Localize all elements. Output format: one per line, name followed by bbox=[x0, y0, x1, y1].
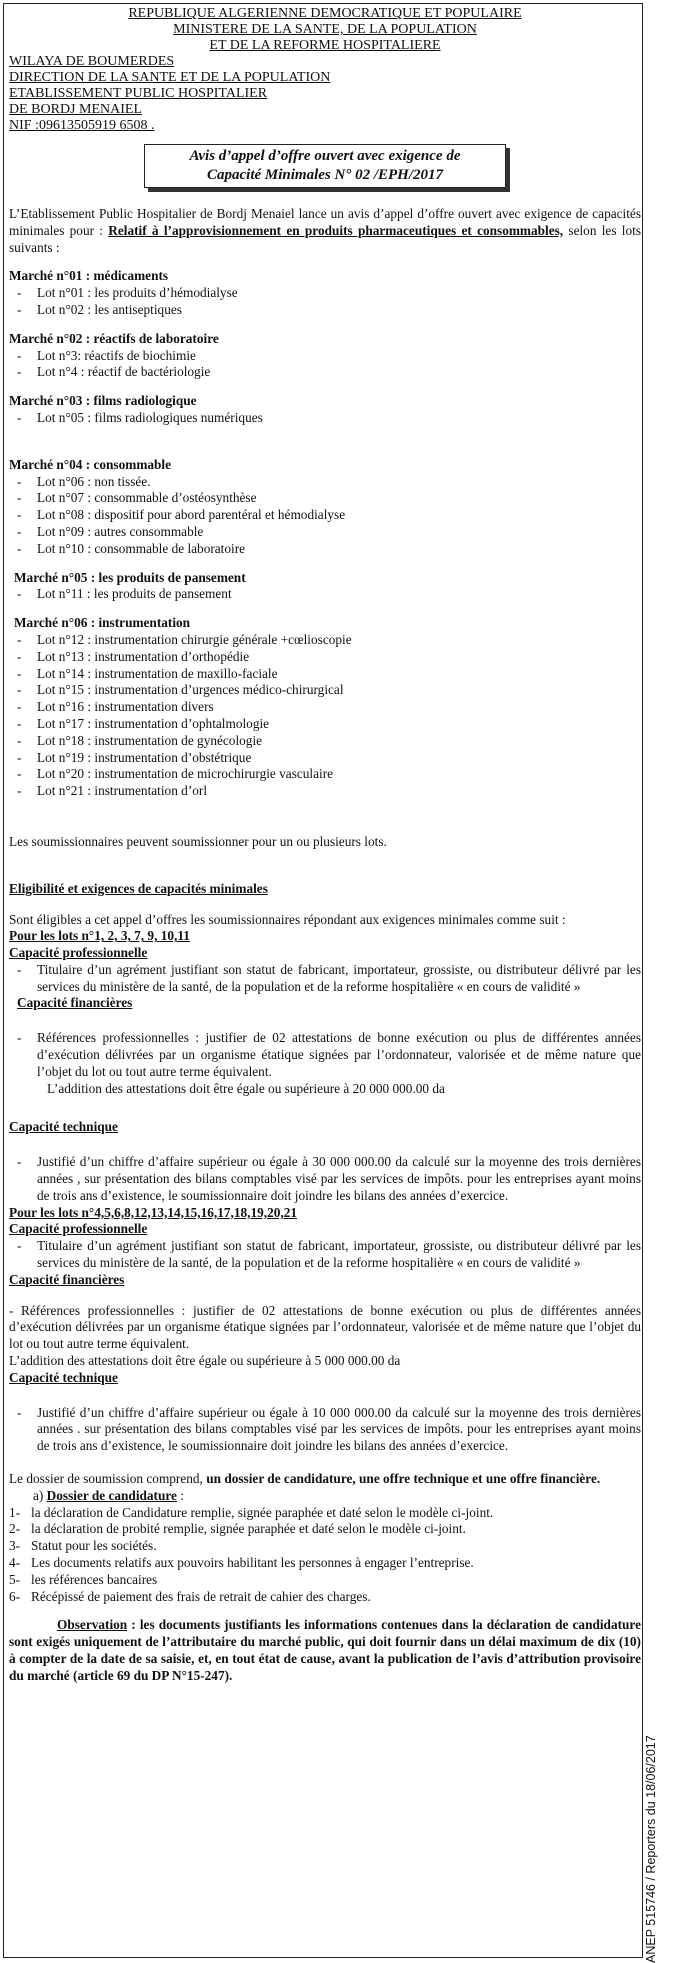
group1-fin-heading: Capacité financières bbox=[17, 995, 133, 1011]
dossier-item-number: 3- bbox=[9, 1538, 21, 1554]
group1-tech-heading: Capacité technique bbox=[9, 1119, 118, 1135]
dossier-subheading bbox=[9, 1488, 641, 1505]
market-title: Marché n°02 : réactifs de laboratoire bbox=[9, 330, 219, 346]
group1-prof-heading: Capacité professionnelle bbox=[9, 945, 148, 961]
group2-tech-heading: Capacité technique bbox=[9, 1369, 118, 1385]
dossier-item-number: 6- bbox=[9, 1588, 21, 1604]
group2-heading: Pour les lots n°4,5,6,8,12,13,14,15,16,17,18,19,20,21 bbox=[9, 1204, 298, 1220]
lot-item: - Lot n°10 : consommable de laboratoire bbox=[9, 541, 641, 558]
ministry-heading-line2: ET DE LA REFORME HOSPITALIERE bbox=[209, 38, 441, 53]
dossier-item-number: 4- bbox=[9, 1555, 21, 1570]
wilaya-line: WILAYA DE BOUMERDES bbox=[9, 54, 175, 69]
market-title: Marché n°01 : médicaments bbox=[9, 268, 169, 284]
lot-item: - Lot n°3: réactifs de biochimie bbox=[9, 348, 641, 365]
dossier-item bbox=[9, 1521, 641, 1538]
dossier-item-text: les références bancaires bbox=[31, 1571, 158, 1587]
direction-line: DIRECTION DE LA SANTE ET DE LA POPULATION bbox=[9, 70, 331, 85]
group1-fin-sum: L’addition des attestations doit être égale ou supérieure à 20 000 000.00 da bbox=[47, 1080, 445, 1096]
lot-item: - Lot n°18 : instrumentation de gynécologie bbox=[9, 733, 641, 750]
publication-side-note: ANEP 515746 / Reporters du 18/06/2017 bbox=[644, 1735, 658, 1963]
republic-heading: REPUBLIQUE ALGERIENNE DEMOCRATIQUE ET POPULAIRE bbox=[128, 6, 522, 21]
dossier-item bbox=[9, 1505, 641, 1522]
dossier-item-text: la déclaration de probité remplie, signée paraphée et daté selon le modèle ci-joint. bbox=[31, 1521, 466, 1537]
market-title: Marché n°06 : instrumentation bbox=[14, 615, 191, 631]
observation-paragraph bbox=[9, 1617, 641, 1684]
dossier-item-number: 2- bbox=[9, 1521, 21, 1537]
lot-item: - Lot n°09 : autres consommable bbox=[9, 524, 641, 541]
dossier-item-text: Statut pour les sociétés. bbox=[31, 1538, 157, 1554]
market-title: Marché n°03 : films radiologique bbox=[9, 393, 197, 409]
dossier-item bbox=[9, 1538, 641, 1555]
dossier-item-text: la déclaration de Candidature remplie, signée paraphée et daté selon le modèle ci-joint. bbox=[31, 1504, 494, 1520]
dossier-item-number: 5- bbox=[9, 1571, 21, 1587]
intro-subject: Relatif à l’approvisionnement en produits pharmaceutiques et consommables, bbox=[108, 222, 564, 238]
lot-item: - Lot n°19 : instrumentation d’obstétrique bbox=[9, 750, 641, 767]
market-title: Marché n°05 : les produits de pansement bbox=[14, 569, 246, 585]
intro-end: selon les lots suivants : bbox=[9, 222, 641, 255]
lot-item: - Lot n°05 : films radiologiques numériques bbox=[9, 410, 641, 427]
notice-document bbox=[9, 6, 641, 1685]
group2-fin-heading: Capacité financières bbox=[9, 1271, 125, 1287]
notice-title-box bbox=[144, 144, 506, 188]
group2-tech-text: - Justifié d’un chiffre d’affaire supérieur ou égale à 10 000 000.00 da calculé sur la moyenne des trois dernières années . sur présentation des bilans comptables visé par les services de impôts. pour les entreprises ayant moins de trois ans d’existence, le soumissionnaire doit joindre les bilans des années d’exercice. bbox=[9, 1405, 641, 1455]
lot-item: - Lot n°07 : consommable d’ostéosynthèse bbox=[9, 490, 641, 507]
lot-item: - Lot n°20 : instrumentation de microchirurgie vasculaire bbox=[9, 766, 641, 783]
lot-item: - Lot n°17 : instrumentation d’ophtalmologie bbox=[9, 716, 641, 733]
lot-item: - Lot n°08 : dispositif pour abord parentéral et hémodialyse bbox=[9, 507, 641, 524]
dossier-intro-text: Le dossier de soumission comprend, bbox=[9, 1471, 207, 1487]
dossier-sub-heading-text: Dossier de candidature bbox=[46, 1487, 177, 1503]
dossier-item-number: 1- bbox=[9, 1504, 21, 1520]
group2-prof-text: - Titulaire d’un agrément justifiant son statut de fabricant, importateur, grossiste, ou distributeur délivré par les services du ministère de la santé, de la population et de la reforme hospitalière « en cours de validité » bbox=[9, 1238, 641, 1272]
dossier-intro bbox=[9, 1471, 641, 1488]
lot-item: - Lot n°06 : non tissée. bbox=[9, 474, 641, 491]
lot-item: - Lot n°16 : instrumentation divers bbox=[9, 699, 641, 716]
dossier-item bbox=[9, 1572, 641, 1589]
group1-tech-text: - Justifié d’un chiffre d’affaire supérieur ou égale à 30 000 000.00 da calculé sur la moyenne des trois dernières années , sur présentation des bilans comptables visé par les services de impôts. pour les entreprises ayant moins de trois ans d’existence, le soumissionnaire doit joindre les bilans des années d’exercice. bbox=[9, 1154, 641, 1204]
establishment-line: ETABLISSEMENT PUBLIC HOSPITALIER bbox=[9, 86, 268, 101]
lot-item: - Lot n°14 : instrumentation de maxillo-faciale bbox=[9, 666, 641, 683]
dossier-item-text: Récépissé de paiement des frais de retrait de cahier des charges. bbox=[31, 1588, 371, 1604]
lot-item: - Lot n°13 : instrumentation d’orthopédie bbox=[9, 649, 641, 666]
observation-label: Observation bbox=[57, 1617, 128, 1633]
lot-item: - Lot n°12 : instrumentation chirurgie générale +cœlioscopie bbox=[9, 632, 641, 649]
notice-title-line1: Avis d’appel d’offre ouvert avec exigence de bbox=[189, 148, 461, 164]
intro-text: L’Etablissement Public Hospitalier de Bordj Menaiel lance un avis d’appel d’offre ouvert avec exigence de capacités minimales pour : bbox=[9, 206, 641, 238]
group2-fin-text: - Références professionnelles : justifier de 02 attestations de bonne exécution ou plus de différentes années d’exécution délivrées par un organisme étatique signées par l’ordonnateur, valorisée et de même nature que l’objet du lot ou tout autre terme équivalent. bbox=[9, 1302, 641, 1352]
dossier-intro-bold: un dossier de candidature, une offre technique et une offre financière. bbox=[206, 1471, 601, 1487]
intro-paragraph bbox=[9, 206, 641, 256]
ministry-heading-line1: MINISTERE DE LA SANTE, DE LA POPULATION bbox=[173, 22, 477, 37]
dossier-sub-colon: : bbox=[176, 1487, 184, 1503]
group2-prof-heading: Capacité professionnelle bbox=[9, 1221, 148, 1237]
lot-item: - Lot n°11 : les produits de pansement bbox=[9, 586, 641, 603]
dossier-items-list bbox=[9, 1505, 641, 1606]
lot-item: - Lot n°4 : réactif de bactériologie bbox=[9, 364, 641, 381]
dossier-item-text: Les documents relatifs aux pouvoirs habilitant les personnes à engager l’entreprise. bbox=[31, 1555, 474, 1570]
dossier-item bbox=[9, 1555, 641, 1572]
eligibility-heading: Eligibilité et exigences de capacités minimales bbox=[9, 880, 268, 896]
bidders-note: Les soumissionnaires peuvent soumissionner pour un ou plusieurs lots. bbox=[9, 833, 387, 849]
market-title: Marché n°04 : consommable bbox=[9, 456, 172, 472]
nif-line: NIF :09613505919 6508 . bbox=[9, 118, 155, 133]
lot-item: - Lot n°21 : instrumentation d’orl bbox=[9, 783, 641, 800]
lot-item: - Lot n°02 : les antiseptiques bbox=[9, 302, 641, 319]
lot-item: - Lot n°01 : les produits d’hémodialyse bbox=[9, 285, 641, 302]
group2-fin-sum: L’addition des attestations doit être égale ou supérieure à 5 000 000.00 da bbox=[9, 1353, 401, 1369]
establishment-location-line: DE BORDJ MENAIEL bbox=[9, 102, 142, 117]
markets-list bbox=[9, 268, 641, 800]
group1-prof-text: - Titulaire d’un agrément justifiant son statut de fabricant, importateur, grossiste, ou distributeur délivré par les services du ministère de la santé, de la population et de la reforme hospitalière « en cours de validité » bbox=[9, 962, 641, 996]
lot-item: - Lot n°15 : instrumentation d’urgences médico-chirurgical bbox=[9, 682, 641, 699]
dossier-sub-letter: a) bbox=[33, 1487, 44, 1503]
dossier-item bbox=[9, 1589, 641, 1606]
group1-fin-text: - Références professionnelles : justifier de 02 attestations de bonne exécution ou plus de différentes années d’exécution délivrées par un organisme étatique signées par l’ordonnateur, valorisée et de même nature que l’objet du lot ou tout autre terme équivalent. bbox=[9, 1030, 641, 1080]
eligibility-intro: Sont éligibles a cet appel d’offres les soumissionnaires répondant aux exigences minimales comme suit : bbox=[9, 911, 566, 927]
notice-title-line2: Capacité Minimales N° 02 /EPH/2017 bbox=[206, 167, 443, 183]
group1-heading: Pour les lots n°1, 2, 3, 7, 9, 10,11 bbox=[9, 928, 190, 944]
observation-text: : les documents justifiants les informations contenues dans la déclaration de candidature sont exigés uniquement de l’attributaire du marché public, qui doit fournir dans un délai maximum de dix (10) à compter de la date de sa saisie, et, en tout état de cause, avant la publication de l’avis d’attribution provisoire du marché (article 69 du DP N°15-247). bbox=[9, 1617, 641, 1683]
